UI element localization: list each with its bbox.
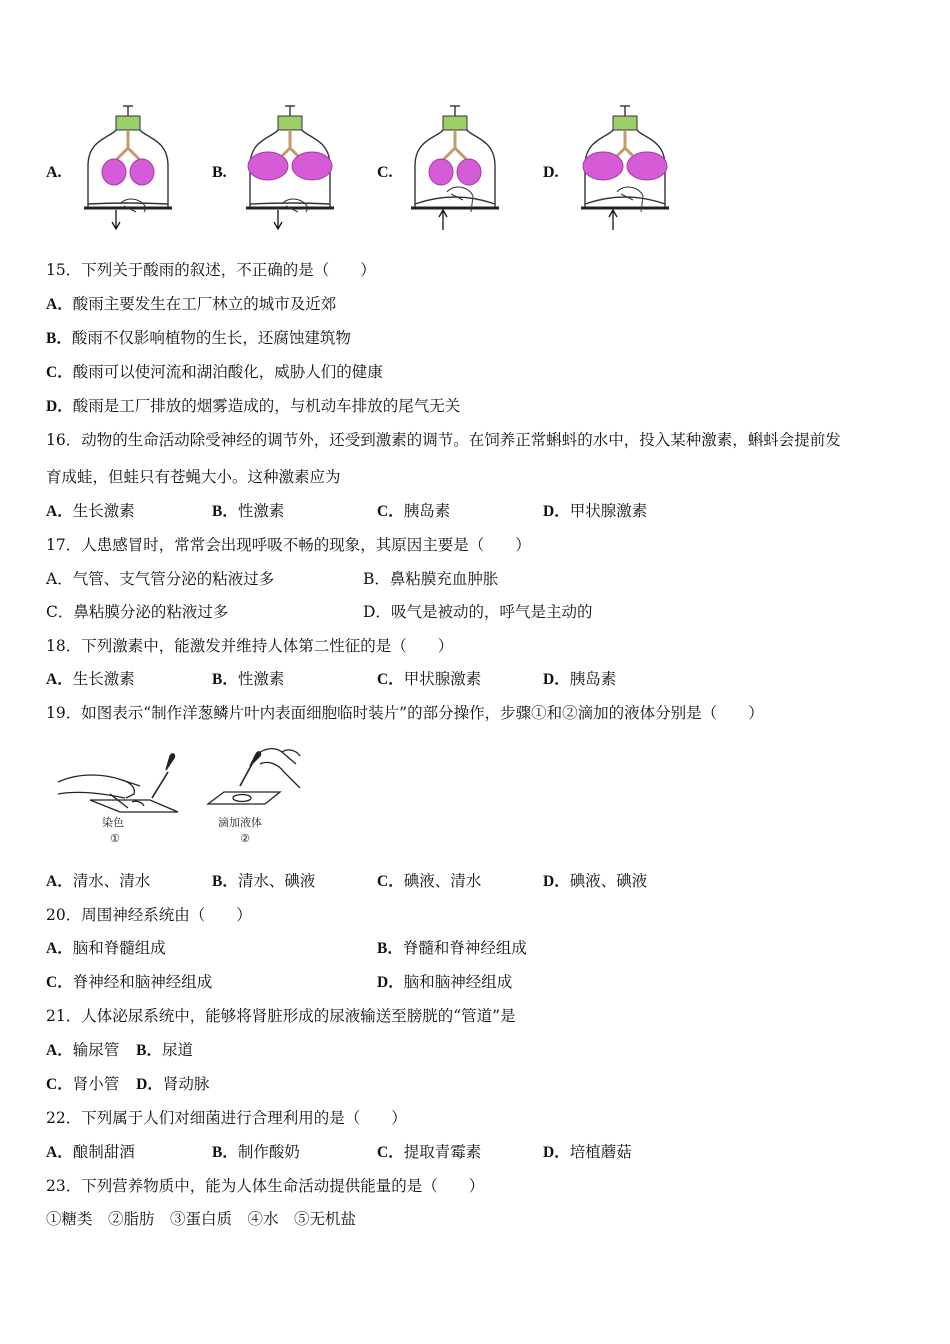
q16-option-a xyxy=(46,501,135,522)
option-label: D． xyxy=(543,873,570,890)
q18-option-d xyxy=(543,669,616,690)
option-label: A． xyxy=(46,873,73,890)
q23-items: ①糖类 ②脂肪 ③蛋白质 ④水 ⑤无机盐 xyxy=(46,1210,357,1228)
diaphragm-membrane xyxy=(585,197,665,204)
option-text: 提取青霉素 xyxy=(403,1143,482,1161)
q15-option-d xyxy=(46,396,460,417)
step2-caption: 滴加液体 xyxy=(218,816,262,829)
jar-stopper xyxy=(613,116,637,130)
option-text: 性激素 xyxy=(237,670,285,688)
option-text: 甲状腺激素 xyxy=(569,502,648,520)
option-text: 脑和脑神经组成 xyxy=(403,973,513,991)
question-16-stem-line2: 育成蛙，但蛙只有苍蝇大小。这种激素应为 xyxy=(46,468,341,486)
q18-option-b xyxy=(212,669,284,690)
q16-option-b xyxy=(212,501,284,522)
right-lung-balloon xyxy=(457,159,481,185)
option-text: 碘液、清水 xyxy=(403,872,482,890)
option-text: 酿制甜酒 xyxy=(72,1143,135,1161)
q21-options-row1 xyxy=(46,1040,193,1061)
option-label: C． xyxy=(377,671,404,688)
option-label: C． xyxy=(46,603,74,621)
q17-option-b xyxy=(363,569,498,589)
left-lung-balloon xyxy=(102,159,126,185)
figure-option-label: D. xyxy=(543,164,559,181)
diaphragm-membrane xyxy=(250,203,330,204)
jar-stopper xyxy=(278,116,302,130)
q22-option-d xyxy=(543,1142,632,1163)
hand-icon xyxy=(120,199,146,212)
option-text: 吸气是被动的，呼气是主动的 xyxy=(390,603,593,621)
option-label: D． xyxy=(136,1076,163,1093)
option-label: D． xyxy=(377,974,404,991)
option-text: 胰岛素 xyxy=(569,670,617,688)
option-label: C． xyxy=(46,364,73,381)
figure-option-label: A. xyxy=(46,164,62,181)
q18-option-a xyxy=(46,669,135,690)
option-text: 酸雨不仅影响植物的生长，还腐蚀建筑物 xyxy=(71,329,351,347)
right-lung-balloon xyxy=(627,152,667,180)
option-label: B． xyxy=(377,940,403,957)
hand-icon xyxy=(282,199,308,212)
option-text: 输尿管 xyxy=(72,1041,120,1059)
q22-option-a xyxy=(46,1142,135,1163)
question-18-stem: 18．下列激素中，能激发并维持人体第二性征的是（ ） xyxy=(46,637,454,655)
option-text: 碘液、碘液 xyxy=(569,872,648,890)
bronchi xyxy=(443,148,467,160)
question-17-stem: 17．人患感冒时，常常会出现呼吸不畅的现象，其原因主要是（ ） xyxy=(46,536,531,554)
diaphragm-membrane xyxy=(88,203,168,204)
option-label: D． xyxy=(543,503,570,520)
jar-stopper xyxy=(443,116,467,130)
step2-number: ② xyxy=(240,832,250,845)
option-text: 肾小管 xyxy=(72,1075,120,1093)
q22-option-c xyxy=(377,1142,481,1163)
q21-options-row2 xyxy=(46,1074,209,1095)
left-lung-balloon xyxy=(429,159,453,185)
q20-option-d xyxy=(377,972,512,993)
option-text: 脊髓和脊神经组成 xyxy=(402,939,527,957)
option-label: C． xyxy=(46,974,73,991)
q17-option-d xyxy=(363,602,592,622)
q19-option-c xyxy=(377,871,481,892)
option-label: D． xyxy=(46,398,73,415)
q19-option-a xyxy=(46,871,150,892)
slide-preparation-figure xyxy=(50,742,320,852)
option-text: 气管、支气管分泌的粘液过多 xyxy=(72,570,275,588)
left-lung-balloon xyxy=(583,152,623,180)
bronchi xyxy=(116,148,140,160)
option-label: A． xyxy=(46,1144,73,1161)
option-text: 胰岛素 xyxy=(403,502,451,520)
option-label: D． xyxy=(543,671,570,688)
option-text: 清水、清水 xyxy=(72,872,151,890)
question-15-stem: 15．下列关于酸雨的叙述，不正确的是（ ） xyxy=(46,261,376,279)
right-lung-balloon xyxy=(130,159,154,185)
q15-option-a xyxy=(46,294,336,315)
q16-option-c xyxy=(377,501,450,522)
option-text: 酸雨可以使河流和湖泊酸化，威胁人们的健康 xyxy=(72,363,383,381)
q18-option-c xyxy=(377,669,481,690)
option-label: B． xyxy=(363,570,390,588)
q15-option-b xyxy=(46,328,351,349)
option-text: 甲状腺激素 xyxy=(403,670,482,688)
option-label: A． xyxy=(46,296,73,313)
option-text: 脑和脊髓组成 xyxy=(72,939,166,957)
figure-option-label: C. xyxy=(377,164,393,181)
option-label: A． xyxy=(46,940,73,957)
option-label: D． xyxy=(363,603,391,621)
option-text: 肾动脉 xyxy=(162,1075,210,1093)
option-text: 脊神经和脑神经组成 xyxy=(72,973,213,991)
option-text: 鼻粘膜充血肿胀 xyxy=(389,570,499,588)
option-label: A． xyxy=(46,1042,73,1059)
q20-option-b xyxy=(377,938,527,959)
option-text: 培植蘑菇 xyxy=(569,1143,632,1161)
option-text: 生长激素 xyxy=(72,670,135,688)
option-text: 性激素 xyxy=(237,502,285,520)
option-label: C． xyxy=(46,1076,73,1093)
option-label: B． xyxy=(46,330,72,347)
option-label: B． xyxy=(212,671,238,688)
dropping-liquid-illustration xyxy=(208,749,300,804)
option-text: 酸雨是工厂排放的烟雾造成的，与机动车排放的尾气无关 xyxy=(72,397,461,415)
question-16-stem-line1: 16．动物的生命活动除受神经的调节外，还受到激素的调节。在饲养正常蝌蚪的水中，投入某种激素，蝌蚪会提前发 xyxy=(46,431,841,449)
q15-option-c xyxy=(46,362,383,383)
option-text: 尿道 xyxy=(162,1041,194,1059)
option-label: C． xyxy=(377,873,404,890)
question-23-stem: 23．下列营养物质中，能为人体生命活动提供能量的是（ ） xyxy=(46,1177,485,1195)
option-text: 清水、碘液 xyxy=(237,872,316,890)
bell-jar-diagrams xyxy=(0,98,950,233)
left-lung-balloon xyxy=(248,152,288,180)
question-22-stem: 22．下列属于人们对细菌进行合理利用的是（ ） xyxy=(46,1109,407,1127)
question-19-stem: 19．如图表示“制作洋葱鳞片叶内表面细胞临时装片”的部分操作，步骤①和②滴加的液体分别是（ ） xyxy=(46,704,764,722)
right-lung-balloon xyxy=(292,152,332,180)
diaphragm-membrane xyxy=(415,197,495,204)
option-label: B． xyxy=(212,1144,238,1161)
figure-option-label: B. xyxy=(212,164,227,181)
q22-option-b xyxy=(212,1142,300,1163)
q20-option-c xyxy=(46,972,212,993)
option-label: C． xyxy=(377,503,404,520)
option-label: A． xyxy=(46,503,73,520)
q20-option-a xyxy=(46,938,166,959)
option-label: D． xyxy=(543,1144,570,1161)
question-20-stem: 20．周围神经系统由（ ） xyxy=(46,906,252,924)
option-text: 鼻粘膜分泌的粘液过多 xyxy=(73,603,229,621)
slide-preparation-drawing xyxy=(50,742,320,852)
option-label: B． xyxy=(212,503,238,520)
option-label: A． xyxy=(46,671,73,688)
option-text: 制作酸奶 xyxy=(237,1143,300,1161)
step1-caption: 染色 xyxy=(102,816,124,829)
question-21-stem: 21．人体泌尿系统中，能够将肾脏形成的尿液输送至膀胱的“管道”是 xyxy=(46,1007,516,1025)
staining-illustration xyxy=(58,754,178,812)
option-label: C． xyxy=(377,1144,404,1161)
jar-stopper xyxy=(116,116,140,130)
option-label: B． xyxy=(136,1042,162,1059)
q19-option-b xyxy=(212,871,315,892)
option-text: 生长激素 xyxy=(72,502,135,520)
q19-option-d xyxy=(543,871,647,892)
option-label: A． xyxy=(46,570,73,588)
q17-option-a xyxy=(46,569,274,589)
q17-option-c xyxy=(46,602,228,622)
option-text: 酸雨主要发生在工厂林立的城市及近郊 xyxy=(72,295,337,313)
q16-option-d xyxy=(543,501,647,522)
step1-number: ① xyxy=(110,832,120,845)
option-label: B． xyxy=(212,873,238,890)
